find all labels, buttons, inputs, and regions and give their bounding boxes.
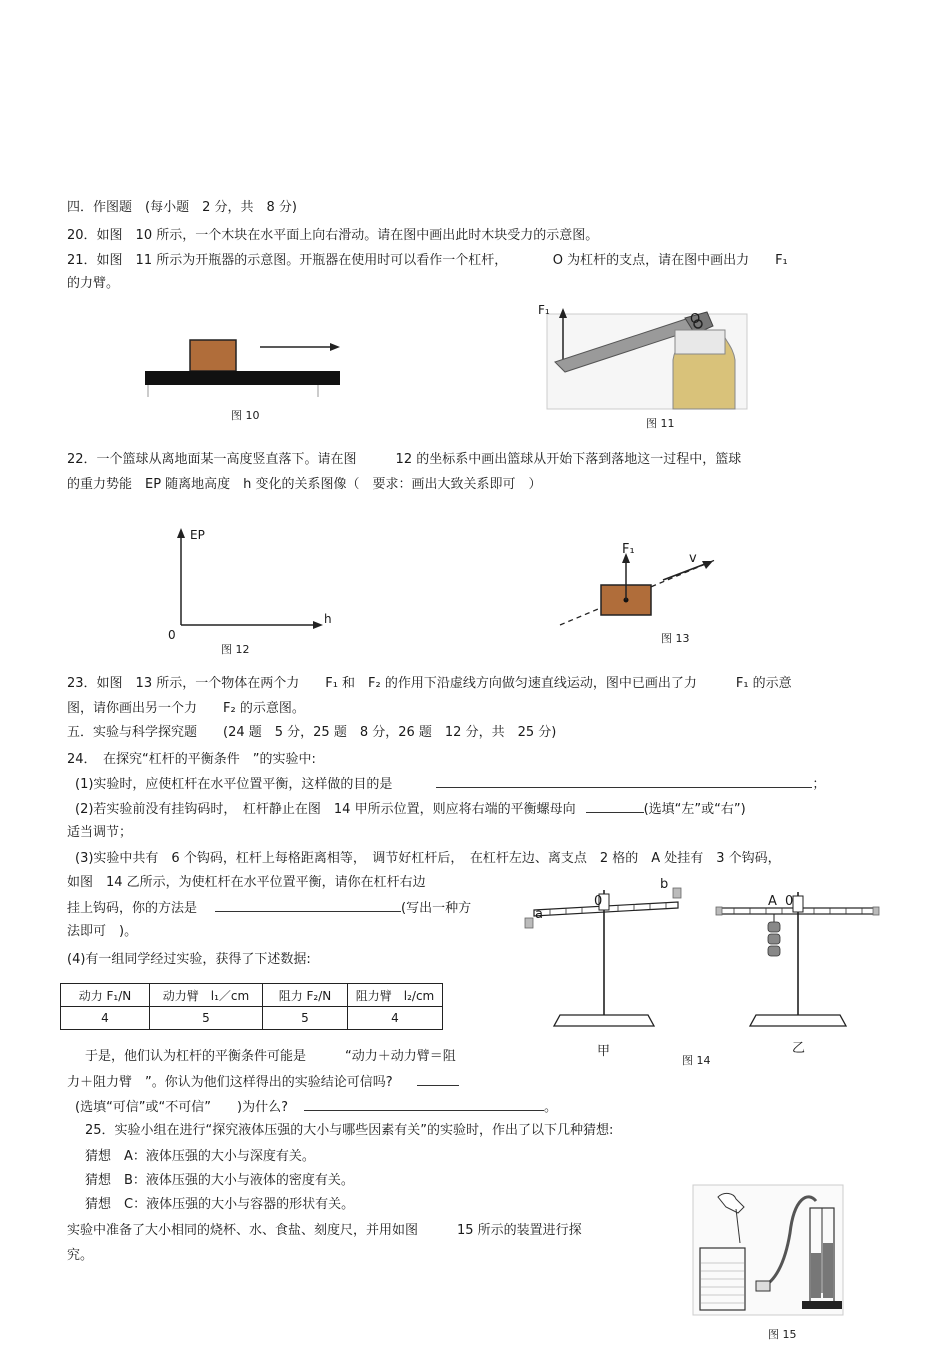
lever-left-tilted — [525, 888, 681, 1026]
question-24-conclusion-line3: (选填“可信”或“不可信” )为什么? 。 — [75, 1100, 557, 1115]
figure-11-bottle-opener — [535, 300, 755, 412]
probe — [756, 1281, 770, 1291]
motion-arrowhead — [330, 343, 340, 351]
question-24-part4: (4)有一组同学经过实验，获得了下述数据: — [67, 952, 311, 967]
question-25-intro: 25．实验小组在进行“探究液体压强的大小与哪些因素有关”的实验时，作出了以下几种猜想: — [85, 1123, 614, 1138]
lever-right-balanced — [716, 892, 879, 1026]
section4-heading: 四．作图题 (每小题 2 分，共 8 分) — [67, 200, 297, 215]
figure-14-label-a: a — [535, 907, 543, 922]
figure-13-caption: 图 13 — [661, 632, 690, 645]
figure-14-label-0-left: 0 — [594, 894, 603, 909]
figure-14-label-a-point: A — [768, 894, 777, 909]
question-25-setup-line1: 实验中准备了大小相同的烧杯、水、食盐、刻度尺，并用如图 15 所示的装置进行探 — [67, 1223, 582, 1238]
figure-12-caption: 图 12 — [221, 643, 250, 656]
figure-12-origin: 0 — [168, 628, 176, 642]
figure-14-sub-right: 乙 — [792, 1041, 806, 1056]
manometer-base — [802, 1301, 842, 1309]
answer-blank-credible[interactable] — [417, 1073, 459, 1086]
table-cell: 4 — [61, 1007, 150, 1030]
figure-13-label-v: v — [689, 551, 697, 566]
question-25-hypothesis-a: 猜想 A：液体压强的大小与深度有关。 — [85, 1149, 315, 1164]
table-header: 动力臂 l₁／cm — [150, 984, 263, 1007]
question-21-line2: 的力臂。 — [67, 276, 120, 291]
figure-14-label-0-right: 0 — [785, 894, 794, 909]
answer-blank-reason[interactable] — [304, 1098, 544, 1111]
figure-15-caption: 图 15 — [768, 1328, 797, 1341]
velocity-arrow — [663, 564, 705, 580]
lever-data-table — [60, 983, 443, 1030]
question-25-setup-line2: 究。 — [67, 1248, 94, 1263]
question-23-line2: 图，请你画出另一个力 F₂ 的示意图。 — [67, 701, 305, 716]
figure-10-wooden-block — [140, 330, 350, 400]
section5-heading: 五．实验与科学探究题 (24 题 5 分，25 题 8 分，26 题 12 分，共 25 分) — [67, 725, 557, 740]
table-row — [61, 1007, 443, 1030]
answer-blank-24-3[interactable] — [215, 899, 401, 912]
figure-11-label-f1: F₁ — [538, 303, 550, 317]
figure-12-axis-x-label: h — [324, 612, 332, 626]
table-header: 阻力臂 l₂/cm — [348, 984, 443, 1007]
wooden-block — [190, 340, 236, 371]
figure-14-label-b: b — [660, 877, 669, 892]
question-22-line2: 的重力势能 EP 随离地高度 h 变化的关系图像（ 要求：画出大致关系即可 ） — [67, 477, 542, 492]
figure-13-label-f1: F₁ — [622, 542, 635, 557]
figure-14-sub-left: 甲 — [597, 1044, 611, 1059]
table-cell: 4 — [348, 1007, 443, 1030]
question-24-part2: (2)若实验前没有挂钩码时， 杠杆静止在图 14 甲所示位置，则应将右端的平衡螺母向 (选填“左”或“右”) — [75, 802, 746, 817]
ground-surface — [145, 371, 340, 385]
figure-11-caption: 图 11 — [646, 417, 675, 430]
question-24-part3-line1: (3)实验中共有 6 个钩码，杠杆上每格距离相等， 调节好杠杆后， 在杠杆左边、离支点 2 格的 A 处挂有 3 个钩码， — [75, 851, 781, 866]
question-22-line1: 22．一个篮球从离地面某一高度竖直落下。请在图 12 的坐标系中画出篮球从开始下落到落地这一过程中，篮球 — [67, 452, 742, 467]
figure-14-caption: 图 14 — [682, 1054, 711, 1067]
question-25-hypothesis-c: 猜想 C：液体压强的大小与容器的形状有关。 — [85, 1197, 355, 1212]
question-24-part3-line2: 如图 14 乙所示，为使杠杆在水平位置平衡，请你在杠杆右边 — [67, 875, 426, 890]
question-24-part3-line4: 法即可 )。 — [67, 924, 138, 939]
table-cell: 5 — [263, 1007, 348, 1030]
question-25-hypothesis-b: 猜想 B：液体压强的大小与液体的密度有关。 — [85, 1173, 354, 1188]
question-24-conclusion-line1: 于是，他们认为杠杆的平衡条件可能是 “动力＋动力臂＝阻 — [85, 1049, 456, 1064]
question-24-intro: 24． 在探究“杠杆的平衡条件 ”的实验中: — [67, 752, 316, 767]
figure-12-axis-y-label: EP — [190, 528, 205, 542]
answer-blank-24-1[interactable] — [436, 775, 812, 788]
question-20: 20．如图 10 所示，一个木块在水平面上向右滑动。请在图中画出此时木块受力的示意图。 — [67, 228, 599, 243]
answer-blank-24-2[interactable] — [586, 800, 644, 813]
table-header: 阻力 F₂/N — [263, 984, 348, 1007]
figure-14-lever-apparatus — [520, 880, 885, 1035]
table-header-row — [61, 984, 443, 1007]
question-21-line1: 21．如图 11 所示为开瓶器的示意图。开瓶器在使用时可以看作一个杠杆， O 为杠杆的支点，请在图中画出力 F₁ — [67, 253, 788, 268]
table-header: 动力 F₁/N — [61, 984, 150, 1007]
figure-11-label-o: O — [690, 312, 701, 327]
figure-10-caption: 图 10 — [231, 409, 260, 422]
table-cell: 5 — [150, 1007, 263, 1030]
figure-13-moving-object — [555, 540, 725, 630]
question-24-part3-line3: 挂上钩码，你的方法是 (写出一种方 — [67, 901, 472, 916]
figure-15-pressure-gauge-setup — [690, 1183, 846, 1318]
hanging-weights — [768, 922, 780, 956]
question-24-part1: (1)实验时，应使杠杆在水平位置平衡，这样做的目的是 ； — [75, 777, 826, 792]
question-24-part2-line2: 适当调节； — [67, 825, 133, 840]
force-f1-arrowhead — [559, 308, 567, 318]
question-24-conclusion-line2: 力＋阻力臂 ”。你认为他们这样得出的实验结论可信吗? — [67, 1073, 459, 1092]
question-23-line1: 23．如图 13 所示，一个物体在两个力 F₁ 和 F₂ 的作用下沿虚线方向做匀速直线运动，图中已画出了力 F₁ 的示意 — [67, 676, 792, 691]
